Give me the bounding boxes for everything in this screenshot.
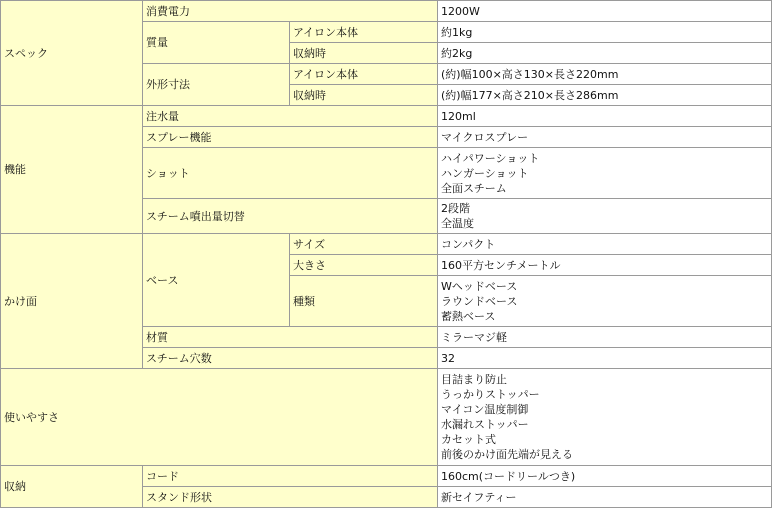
table-row [1,106,771,126]
steam-switch-item: 2段階 [441,202,470,215]
base-label: ベース [143,234,289,326]
spray-label: スプレー機能 [143,127,437,147]
water-label: 注水量 [143,106,437,126]
mass-stored-value: 約2kg [438,43,771,63]
base-type-item: 蓄熱ベース [441,309,496,323]
steam-holes-label: スチーム穴数 [143,348,437,368]
usability-item: 目詰まり防止 [441,373,507,386]
section-function-header: 機能 [1,106,142,233]
steam-switch-label: スチーム噴出量切替 [143,199,437,233]
section-spec-header: スペック [1,1,142,105]
table-row [1,234,771,254]
base-type-value [438,276,771,326]
cord-label: コード [143,466,437,486]
base-type-item: Wヘッドベース [441,279,518,293]
dimensions-label: 外形寸法 [143,64,289,105]
water-value: 120ml [438,106,771,126]
usability-value [438,369,771,465]
power-value: 1200W [438,1,771,21]
mass-body-label: アイロン本体 [290,22,437,42]
mass-body-value: 約1kg [438,22,771,42]
steam-holes-value: 32 [438,348,771,368]
usability-item: 前後のかけ面先端が見える [441,448,573,461]
shot-label: ショット [143,148,437,198]
steam-switch-value [438,199,771,233]
table-row [1,369,771,465]
dimensions-body-value: (約)幅100×高さ130×長さ220mm [438,64,771,84]
base-type-item: ラウンドベース [441,294,518,308]
base-size-label: サイズ [290,234,437,254]
base-type-label: 種類 [290,276,437,326]
table-row [1,1,771,21]
section-storage-header: 収納 [1,466,142,507]
usability-item: 水漏れストッパー [441,418,529,431]
shot-value [438,148,771,198]
mass-label: 質量 [143,22,289,63]
usability-item: カセット式 [441,433,496,446]
dimensions-stored-value: (約)幅177×高さ210×長さ286mm [438,85,771,105]
stand-label: スタンド形状 [143,487,437,507]
dimensions-stored-label: 収納時 [290,85,437,105]
shot-item: 全面スチーム [441,181,507,195]
stand-value: 新セイフティー [438,487,771,507]
dimensions-body-label: アイロン本体 [290,64,437,84]
steam-switch-item: 全温度 [441,217,474,230]
table-row [1,466,771,486]
usability-item: うっかりストッパー [441,388,540,401]
section-usability-header: 使いやすさ [1,369,437,465]
section-surface-header: かけ面 [1,234,142,368]
mass-stored-label: 収納時 [290,43,437,63]
material-value: ミラーマジ軽 [438,327,771,347]
usability-item: マイコン温度制御 [441,403,529,416]
base-size-value: コンパクト [438,234,771,254]
base-area-value: 160平方センチメートル [438,255,771,275]
shot-item: ハンガーショット [441,166,529,180]
shot-item: ハイパワーショット [441,151,540,165]
cord-value: 160cm(コードリールつき) [438,466,771,486]
spray-value: マイクロスプレー [438,127,771,147]
power-label: 消費電力 [143,1,437,21]
material-label: 材質 [143,327,437,347]
base-area-label: 大きさ [290,255,437,275]
